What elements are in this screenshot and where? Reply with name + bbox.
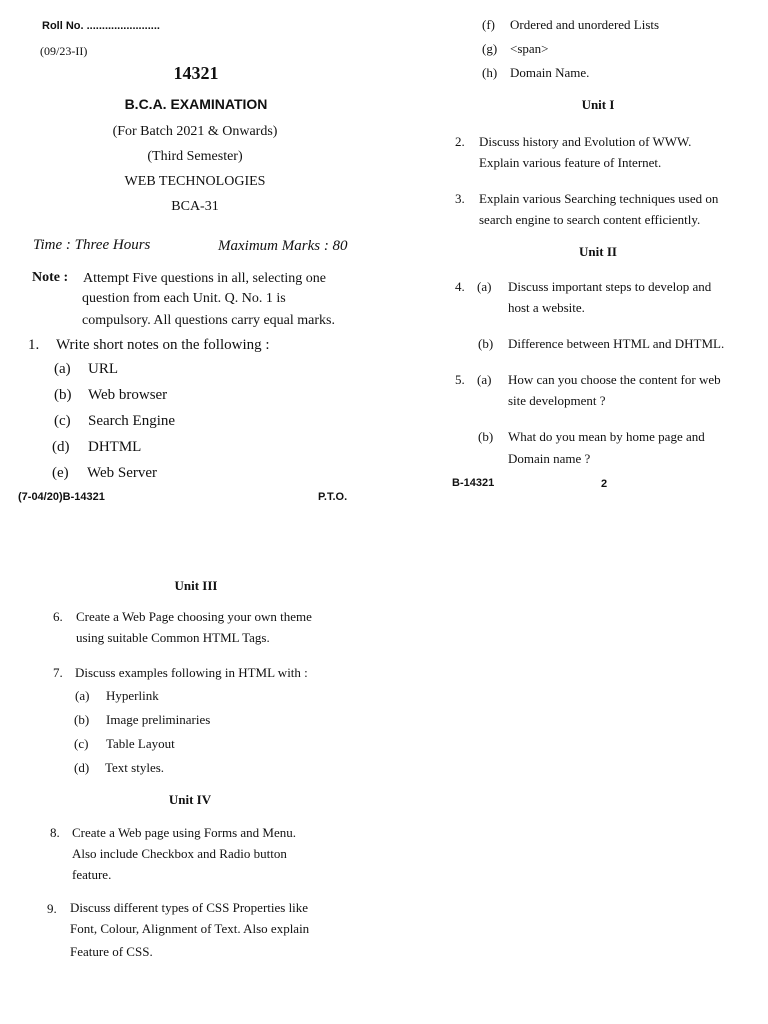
question-9-line: Discuss different types of CSS Properties like — [70, 900, 309, 915]
paper-code: 14321 — [173, 63, 219, 83]
unit-1-heading: Unit I — [581, 97, 615, 112]
question-6-line: Create a Web Page choosing your own theme — [76, 609, 312, 624]
page-2-footer-code: B-14321 — [452, 477, 495, 489]
note-line: Attempt Five questions in all, selecting one — [83, 271, 327, 286]
item-label: (f) — [482, 17, 495, 32]
item-label: (a) — [75, 688, 90, 703]
item-text: Ordered and unordered Lists — [510, 17, 660, 32]
item-text: Web browser — [88, 387, 168, 403]
question-3-line: search engine to search content efficiently. — [479, 212, 701, 227]
item-label: (e) — [52, 465, 69, 481]
item-text: Search Engine — [88, 413, 176, 429]
unit-2-heading: Unit II — [579, 244, 617, 259]
question-5a-line: site development ? — [508, 393, 606, 408]
question-2-number: 2. — [455, 134, 465, 149]
question-4a-line: host a website. — [508, 300, 585, 315]
list-item — [54, 361, 118, 378]
list-item — [54, 413, 175, 430]
item-text: Image preliminaries — [106, 712, 211, 727]
item-label: (d) — [74, 760, 90, 775]
question-4b-label: (b) — [478, 336, 494, 351]
question-9-number: 9. — [47, 901, 57, 916]
semester-info: (Third Semester) — [147, 149, 243, 164]
list-item — [74, 712, 210, 728]
question-5b-line: What do you mean by home page and — [508, 429, 705, 444]
question-2-line: Explain various feature of Internet. — [479, 155, 662, 170]
question-5b-line: Domain name ? — [508, 451, 591, 466]
question-3-number: 3. — [455, 191, 465, 206]
question-8-line: feature. — [72, 867, 112, 882]
item-text: <span> — [510, 41, 549, 56]
item-label: (g) — [482, 41, 498, 56]
session-code: (09/23-II) — [40, 44, 88, 58]
unit-3-heading: Unit III — [174, 578, 218, 593]
question-1-text: Write short notes on the following : — [56, 337, 270, 353]
exam-title: B.C.A. EXAMINATION — [124, 96, 268, 112]
subject-name: WEB TECHNOLOGIES — [124, 174, 266, 189]
question-3-line: Explain various Searching techniques used on — [479, 191, 719, 206]
batch-info: (For Batch 2021 & Onwards) — [112, 124, 278, 139]
question-5b-label: (b) — [478, 429, 494, 444]
item-label: (d) — [52, 439, 70, 455]
list-item — [75, 688, 159, 704]
question-8-line: Create a Web page using Forms and Menu. — [72, 825, 296, 840]
question-4a-label: (a) — [477, 279, 492, 294]
list-item — [52, 465, 157, 482]
item-label: (b) — [74, 712, 90, 727]
question-5-number: 5. — [455, 372, 465, 387]
note-line: compulsory. All questions carry equal marks. — [82, 313, 335, 328]
question-5a-label: (a) — [477, 372, 492, 387]
item-text: Hyperlink — [106, 688, 159, 703]
item-label: (c) — [74, 736, 89, 751]
question-7-text: Discuss examples following in HTML with : — [75, 665, 308, 680]
question-6-number: 6. — [53, 609, 63, 624]
time-allowed: Time : Three Hours — [33, 237, 151, 253]
question-2-line: Discuss history and Evolution of WWW. — [479, 134, 692, 149]
question-4b-text: Difference between HTML and DHTML. — [508, 336, 725, 351]
list-item — [482, 17, 659, 33]
question-9-line: Feature of CSS. — [70, 944, 153, 959]
list-item — [482, 65, 589, 81]
item-label: (h) — [482, 65, 498, 80]
item-text: DHTML — [88, 439, 142, 455]
question-4a-line: Discuss important steps to develop and — [508, 279, 712, 294]
item-text: URL — [88, 361, 118, 377]
list-item — [52, 439, 141, 456]
unit-4-heading: Unit IV — [168, 792, 212, 807]
question-6-line: using suitable Common HTML Tags. — [76, 630, 270, 645]
course-code: BCA-31 — [171, 199, 219, 214]
item-text: Domain Name. — [510, 65, 590, 80]
item-text: Text styles. — [105, 760, 165, 775]
page-1-footer-code: (7-04/20)B-14321 — [18, 491, 105, 503]
note-line: question from each Unit. Q. No. 1 is — [82, 291, 286, 306]
list-item — [74, 736, 175, 752]
page-2-footer-number: 2 — [601, 478, 608, 490]
item-text: Table Layout — [106, 736, 175, 751]
page-1-footer-pto: P.T.O. — [318, 491, 348, 503]
item-text: Web Server — [87, 465, 158, 481]
maximum-marks: Maximum Marks : 80 — [218, 238, 348, 254]
roll-number: Roll No. ........................ — [42, 20, 160, 32]
list-item — [74, 760, 164, 776]
item-label: (c) — [54, 413, 71, 429]
list-item — [482, 41, 549, 57]
note-label: Note : — [32, 270, 69, 285]
item-label: (b) — [54, 387, 72, 403]
question-7-number: 7. — [53, 665, 63, 680]
question-8-number: 8. — [50, 825, 60, 840]
item-label: (a) — [54, 361, 71, 377]
list-item — [54, 387, 167, 404]
question-9-line: Font, Colour, Alignment of Text. Also explain — [70, 921, 310, 936]
question-4-number: 4. — [455, 279, 465, 294]
question-1-number: 1. — [28, 337, 40, 353]
question-8-line: Also include Checkbox and Radio button — [72, 846, 287, 861]
question-5a-line: How can you choose the content for web — [508, 372, 721, 387]
